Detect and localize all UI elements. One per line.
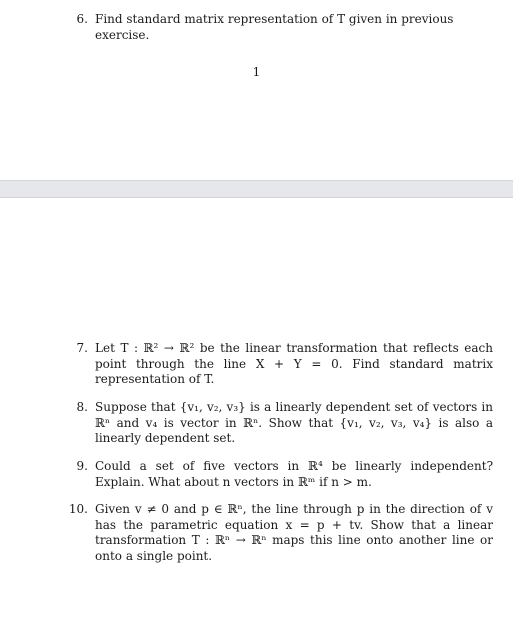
- problem-text: Suppose that {v₁, v₂, v₃} is a linearly dependent set of vectors in ℝⁿ and v₄ is vector in ℝⁿ. Show that {v₁, v₂, v₃, v₄} is also a linearly dependent set.: [95, 400, 493, 445]
- problem-text: Let T : ℝ² → ℝ² be the linear transformation that reflects each point through the line X + Y = 0. Find standard matrix representation of T.: [95, 341, 493, 386]
- page-separator: [0, 180, 513, 198]
- document-page-2: [0, 198, 513, 637]
- problem-number: 7.: [76, 341, 88, 355]
- problem-text: Find standard matrix representation of T given in previous exercise.: [95, 12, 454, 42]
- page-number: 1: [252, 65, 261, 79]
- problem-number: 10.: [68, 502, 88, 516]
- problem-number: 9.: [76, 459, 88, 473]
- problem-number: 8.: [76, 400, 88, 414]
- problem-text: Given v ≠ 0 and p ∈ ℝⁿ, the line through p in the direction of v has the parametric equation x = p + tv. Show that a linear transformation T : ℝⁿ → ℝⁿ maps this line onto another line or onto a single point.: [95, 502, 493, 563]
- document-page-1: [0, 0, 513, 180]
- problem-text: Could a set of five vectors in ℝ⁴ be linearly independent? Explain. What about n vectors in ℝᵐ if n > m.: [95, 459, 493, 489]
- problem-number: 6.: [76, 12, 88, 26]
